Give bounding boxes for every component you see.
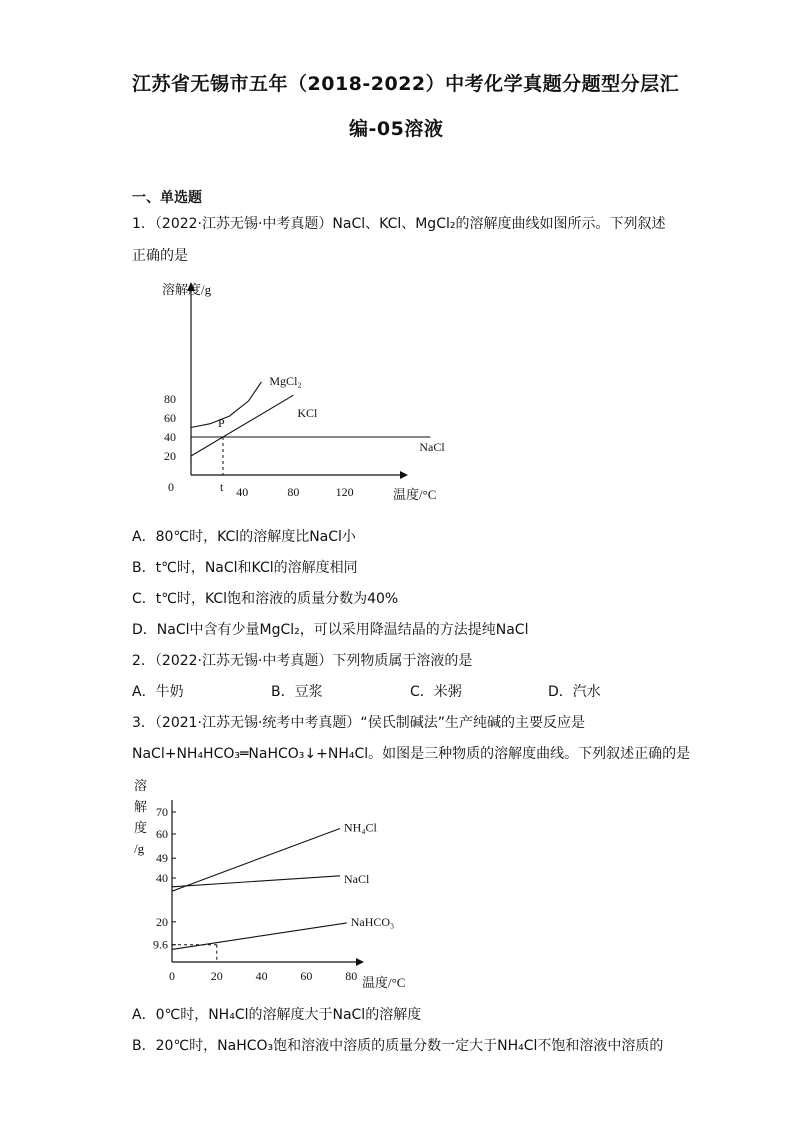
y-tick-label: 20 — [164, 449, 176, 463]
q3-option-b[interactable]: B．20℃时，NaHCO₃饱和溶液中溶质的质量分数一定大于NH₄Cl不饱和溶液中溶质的 — [132, 1038, 664, 1054]
q3-chart — [130, 772, 430, 994]
q1-chart — [150, 275, 460, 505]
mgcl2-label: MgCl₂ — [269, 373, 302, 388]
y-tick-label: 60 — [156, 827, 168, 841]
q3-stem-line1: 3．（2021·江苏无锡·统考中考真题）“侯氏制碱法”生产纯碱的主要反应是 — [132, 715, 585, 731]
q2-stem: 2．（2022·江苏无锡·中考真题）下列物质属于溶液的是 — [132, 653, 473, 669]
q2-option-c[interactable]: C．米粥 — [410, 684, 462, 700]
q1-option-b[interactable]: B．t℃时，NaCl和KCl的溶解度相同 — [132, 560, 358, 576]
q1-stem-line2: 正确的是 — [132, 248, 188, 264]
x-tick-label: 40 — [236, 485, 249, 499]
y-axis-label: 溶解度/g — [162, 282, 212, 297]
doc-title-line1: 江苏省无锡市五年（2018-2022）中考化学真题分题型分层汇 — [132, 73, 680, 95]
y-tick-label: 70 — [156, 805, 168, 819]
y-tick-label: 80 — [164, 392, 176, 406]
x-axis-label: 温度/°C — [393, 487, 437, 502]
x-tick-label: 60 — [300, 969, 313, 983]
q1-option-c[interactable]: C．t℃时，KCl饱和溶液的质量分数为40% — [132, 591, 399, 607]
y-tick-label: 49 — [156, 851, 168, 866]
y-tick-label: 20 — [156, 914, 168, 929]
x-tick-label: 20 — [210, 969, 223, 983]
x-tick-label: 80 — [287, 485, 300, 499]
y-tick-label: 40 — [156, 871, 168, 885]
y-axis-label-char: 度 — [134, 820, 148, 835]
q3-stem-line2: NaCl+NH₄HCO₃═NaHCO₃↓+NH₄Cl。如图是三种物质的溶解度曲线。下列叙述正确的是 — [132, 746, 691, 762]
q1-option-a[interactable]: A．80℃时，KCl的溶解度比NaCl小 — [132, 529, 356, 545]
y-axis-label-char: /g — [134, 841, 145, 856]
y-tick-label: 9.6 — [153, 937, 168, 952]
x-tick-label: 0 — [169, 969, 175, 983]
x-axis-arrow — [400, 471, 408, 479]
nh4cl-label: NH₄Cl — [344, 820, 377, 835]
y-axis-label-char: 溶 — [134, 778, 148, 793]
x-tick-label: 120 — [335, 485, 354, 499]
kcl-label: KCl — [297, 406, 318, 421]
t-label: t — [220, 480, 224, 494]
origin-label: 0 — [168, 480, 174, 494]
y-tick-label: 60 — [164, 411, 176, 425]
q2-option-b[interactable]: B．豆浆 — [271, 684, 323, 700]
x-axis-arrow — [356, 958, 364, 966]
doc-title-line2: 编-05溶液 — [349, 118, 444, 140]
nahco3-label: NaHCO₃ — [350, 914, 395, 929]
kcl-line — [191, 395, 293, 456]
y-axis-label-char: 解 — [134, 799, 148, 814]
q1-option-d[interactable]: D．NaCl中含有少量MgCl₂，可以采用降温结晶的方法提纯NaCl — [132, 622, 529, 638]
nacl-label: NaCl — [419, 440, 445, 454]
x-axis-label: 温度/°C — [362, 975, 406, 990]
nahco3-line — [172, 923, 347, 949]
q2-option-d[interactable]: D．汽水 — [548, 684, 601, 700]
q3-option-a[interactable]: A．0℃时，NH₄Cl的溶解度大于NaCl的溶解度 — [132, 1007, 422, 1023]
q1-stem-line1: 1．（2022·江苏无锡·中考真题）NaCl、KCl、MgCl₂的溶解度曲线如图所示。下列叙述 — [132, 216, 666, 232]
point-p-label: P — [218, 416, 225, 430]
nacl-label: NaCl — [344, 871, 370, 886]
y-tick-label: 40 — [164, 430, 176, 444]
section-heading: 一、单选题 — [132, 190, 202, 206]
x-tick-label: 80 — [345, 969, 358, 983]
q2-option-a[interactable]: A．牛奶 — [132, 684, 184, 700]
x-tick-label: 40 — [255, 969, 268, 983]
